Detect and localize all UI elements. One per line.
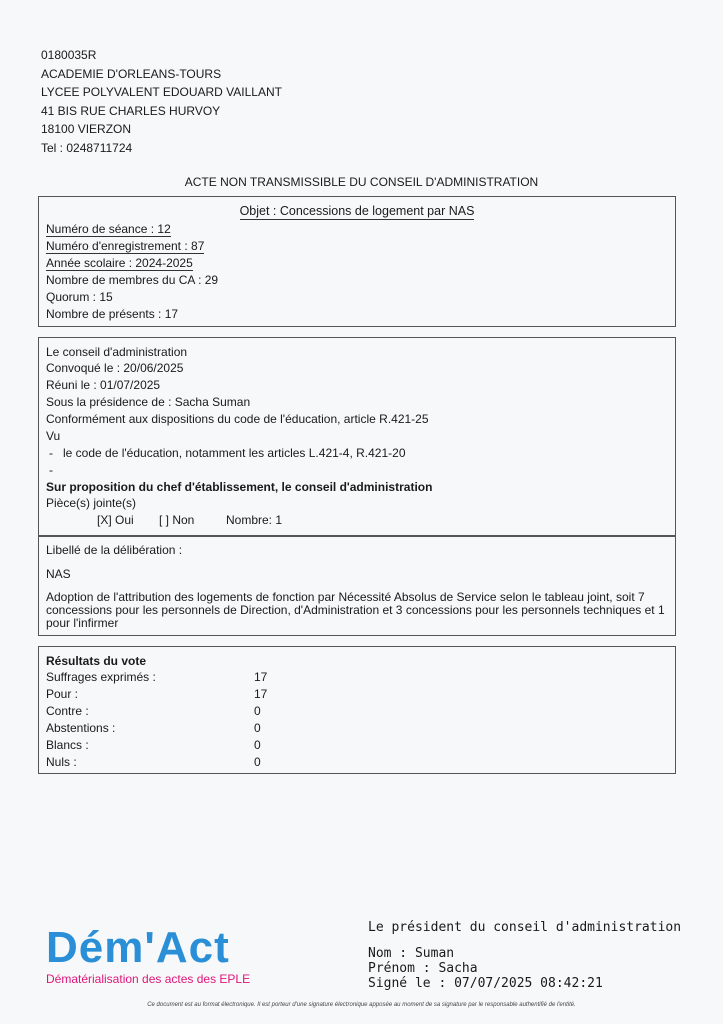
objet-line: Objet : Concessions de logement par NAS (239, 204, 475, 218)
seance-number: Numéro de séance : 12 (46, 222, 171, 236)
vote-value: 0 (254, 738, 261, 752)
meeting-date: Réuni le : 01/07/2025 (46, 378, 161, 392)
vote-row: Abstentions : (46, 721, 116, 735)
academy-name: ACADEMIE D'ORLEANS-TOURS (41, 66, 222, 81)
vote-value: 17 (254, 670, 268, 684)
establishment-header (41, 46, 282, 157)
legal-basis: Conformément aux dispositions du code de l'éducation, article R.421-25 (46, 412, 429, 426)
presidency: Sous la présidence de : Sacha Suman (46, 395, 251, 409)
convocation-date: Convoqué le : 20/06/2025 (46, 361, 184, 375)
demact-logo (46, 923, 251, 986)
attachments-label: Pièce(s) jointe(s) (46, 496, 137, 510)
document-title: ACTE NON TRANSMISSIBLE DU CONSEIL D'ADMINISTRATION (184, 175, 539, 189)
establishment-code: 0180035R (41, 48, 97, 62)
logo-wordmark: Dém'Act (46, 923, 230, 972)
vote-row: Contre : (46, 704, 89, 718)
council-intro: Le conseil d'administration (46, 345, 188, 359)
signature-title: Le président du conseil d'administration (368, 920, 682, 935)
vote-row: Pour : (46, 687, 79, 701)
vote-value: 17 (254, 687, 268, 701)
phone-number: Tel : 0248711724 (41, 140, 133, 155)
city-address: 18100 VIERZON (41, 122, 132, 136)
deliberation-box (38, 536, 676, 636)
meta-box (38, 196, 676, 327)
quorum: Quorum : 15 (46, 290, 113, 304)
vote-value: 0 (254, 721, 261, 735)
signature-date: Signé le : 07/07/2025 08:42:21 (368, 976, 603, 991)
vu-item: le code de l'éducation, notamment les articles L.421-4, R.421-20 (63, 446, 406, 460)
signer-lastname: Nom : Suman (368, 946, 455, 961)
vu-item-dash: - (49, 446, 53, 460)
registration-number: Numéro d'enregistrement : 87 (46, 239, 205, 253)
council-box (38, 337, 676, 536)
street-address: 41 BIS RUE CHARLES HURVOY (41, 103, 221, 118)
deliberation-title: NAS (46, 567, 71, 581)
attachments-yes: [X] Oui (97, 513, 134, 527)
deliberation-label: Libellé de la délibération : (46, 543, 183, 557)
footer-disclaimer: Ce document est au format électronique. Il est porteur d'une signature électronique apposée au moment de sa signature par le responsable authentifié de l'entité. (147, 1002, 576, 1008)
attachments-no: [ ] Non (159, 513, 195, 527)
vu-heading: Vu (46, 429, 61, 443)
vu-item-empty-dash: - (49, 463, 53, 477)
present-count: Nombre de présents : 17 (46, 307, 179, 321)
logo-tagline: Dématérialisation des actes des EPLE (46, 972, 251, 986)
vote-row: Blancs : (46, 738, 89, 752)
proposition: Sur proposition du chef d'établissement, le conseil d'administration (46, 480, 433, 494)
school-year: Année scolaire : 2024-2025 (46, 256, 193, 270)
vote-row: Nuls : (46, 755, 77, 769)
vote-row: Suffrages exprimés : (46, 670, 156, 684)
vote-value: 0 (254, 755, 261, 769)
signature-block (368, 920, 681, 991)
school-name: LYCEE POLYVALENT EDOUARD VAILLANT (41, 85, 282, 99)
vote-value: 0 (254, 704, 261, 718)
vote-title: Résultats du vote (46, 654, 147, 668)
members-count: Nombre de membres du CA : 29 (46, 273, 219, 287)
vote-results-box (38, 646, 676, 774)
attachments-count: Nombre: 1 (226, 513, 283, 527)
deliberation-text: Adoption de l'attribution des logements de fonction par Nécessité Absolus de Service selon le tableau joint, soit 7 concessions pour les personnels de Direction, d'Administration et 3 concessions pour les personnels techniques et 1 pour l'infirmer (46, 590, 665, 630)
signer-firstname: Prénom : Sacha (368, 961, 478, 976)
